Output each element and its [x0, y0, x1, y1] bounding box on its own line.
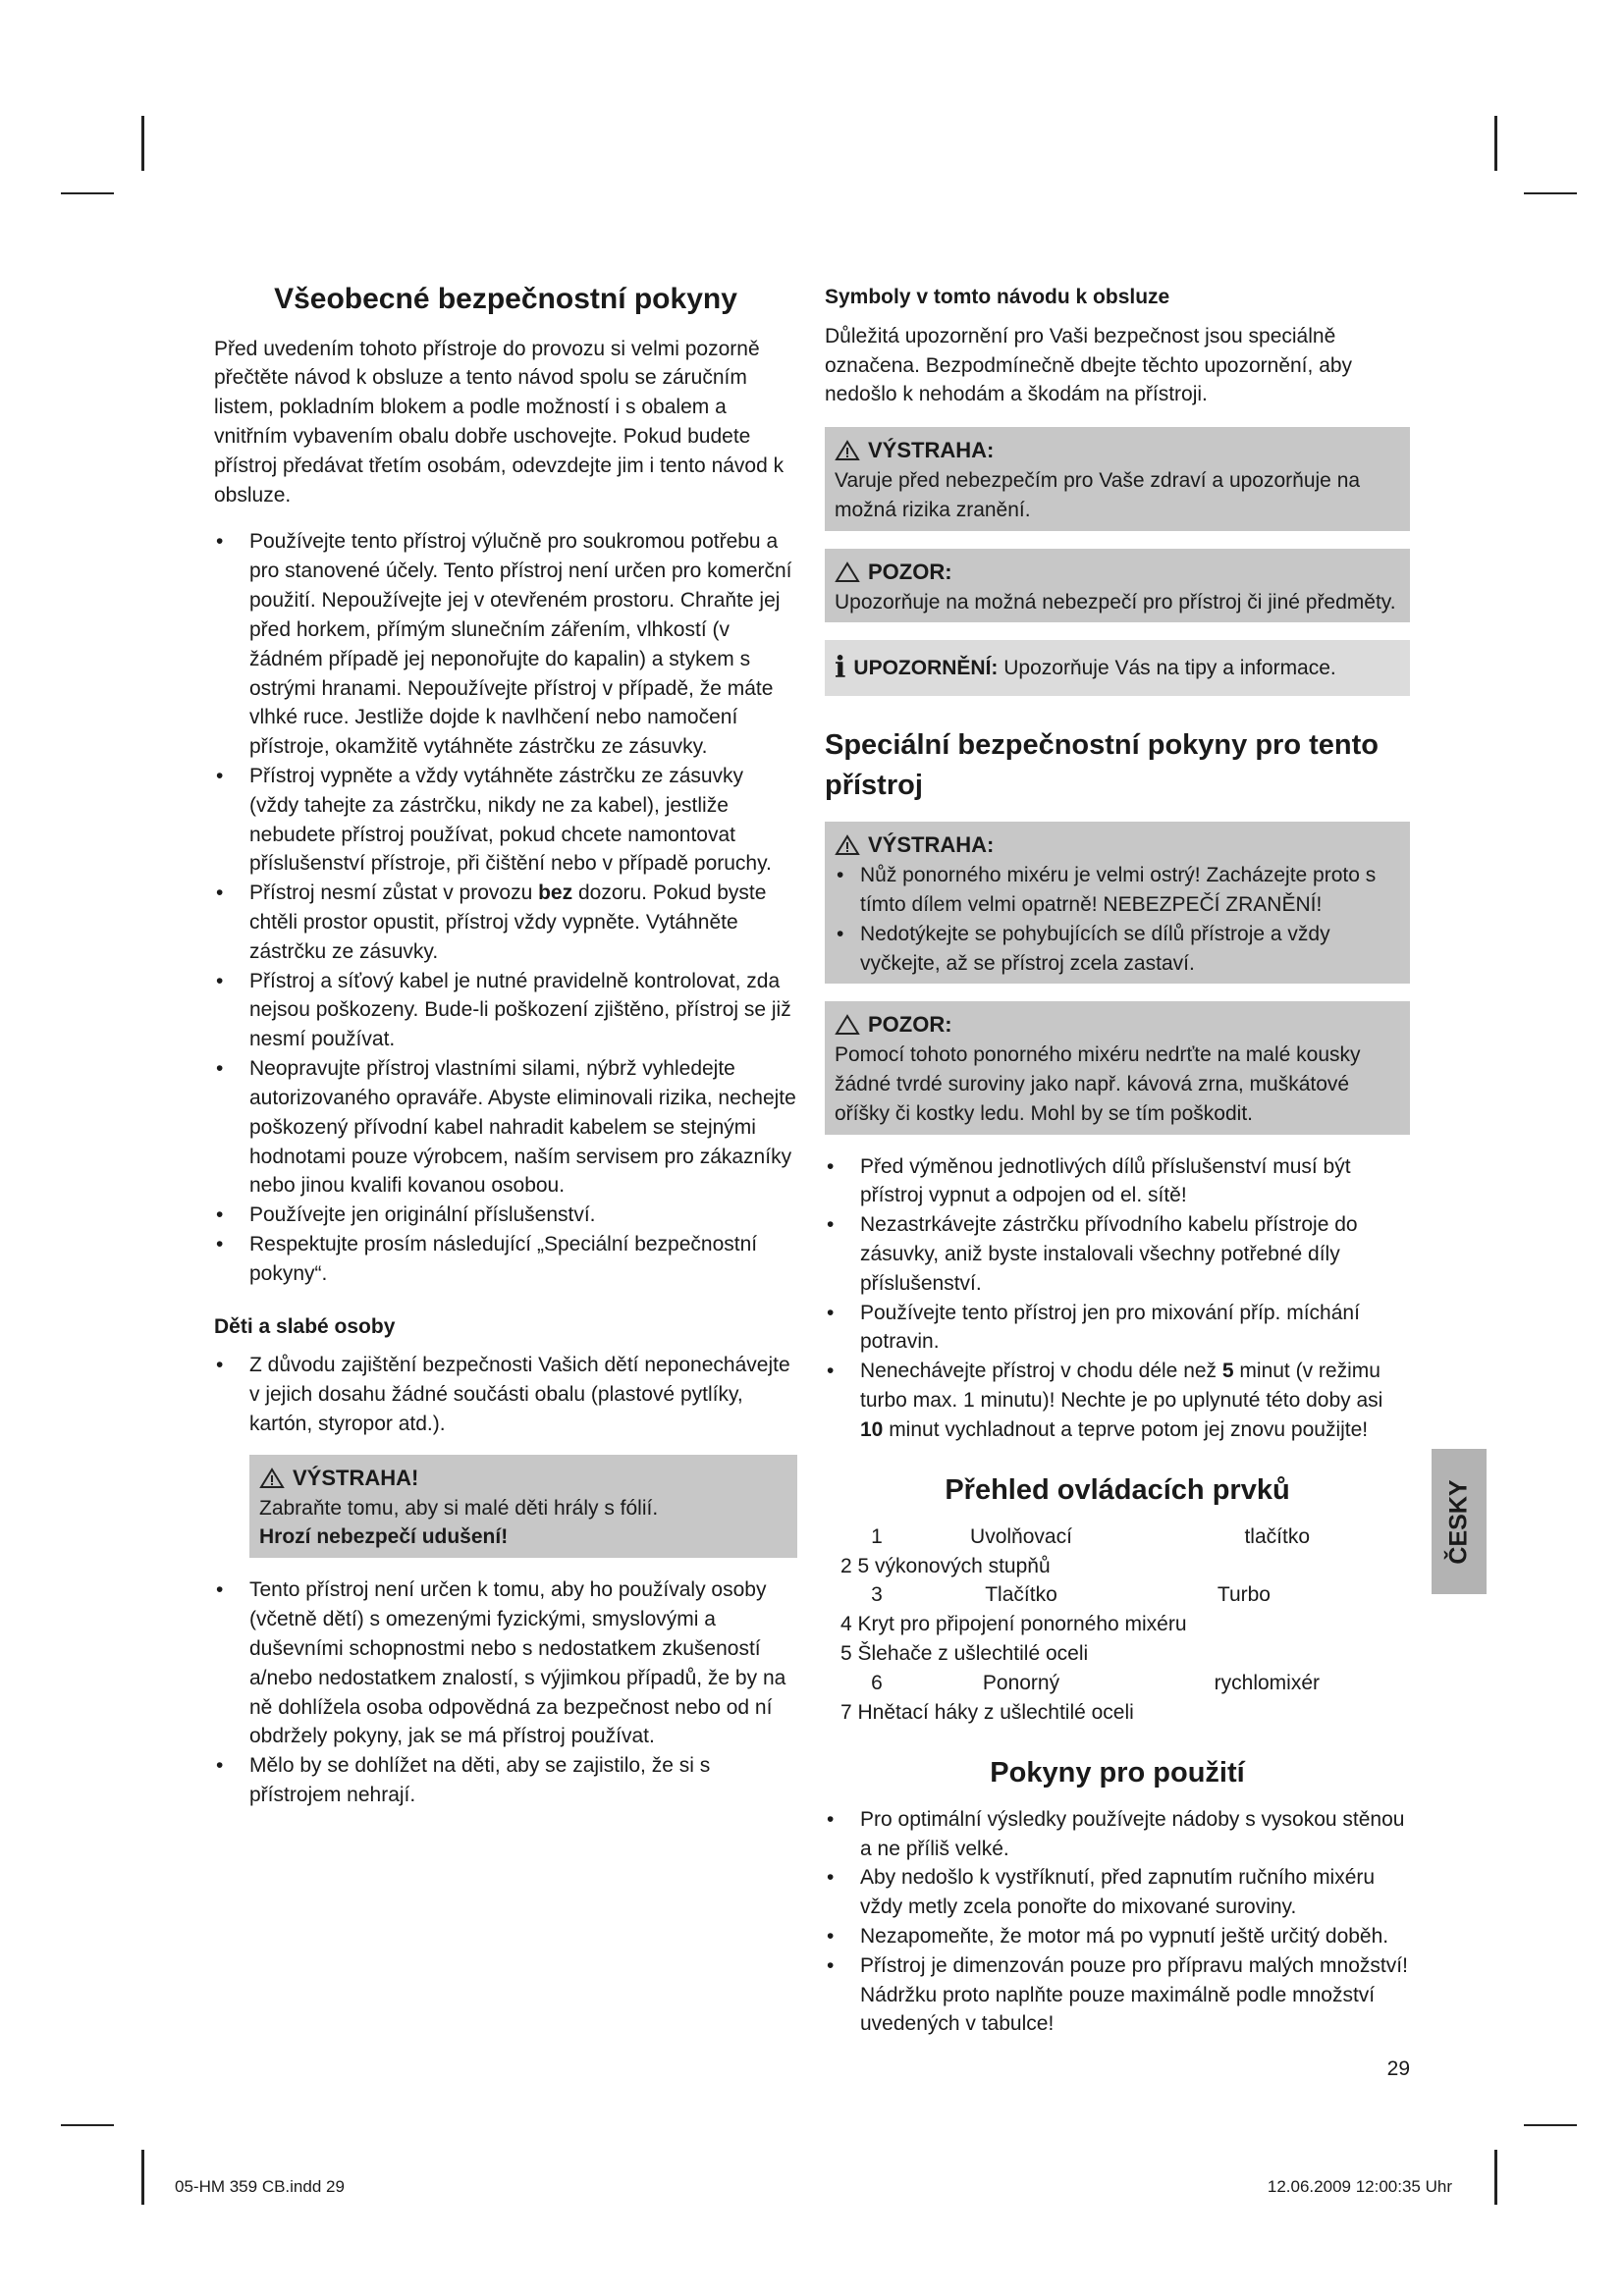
warning-triangle-icon: [259, 1468, 285, 1489]
list-item: • Aby nedošlo k vystříknutí, před zapnutím ručního mixéru vždy metly zcela ponořte do mixované suroviny.: [825, 1863, 1410, 1922]
section-title-special-safety: Speciální bezpečnostní pokyny pro tento přístroj: [825, 728, 1379, 802]
list-item: • Neopravujte přístroj vlastními silami, nýbrž vyhledejte autorizovaného opraváře. Abyste eliminovali rizika, nechejte poškozený přívodní kabel nahradit kabelem se stejnými hodnotami pouze výrobcem, naším servisem pro zákazníky nebo jinou kvalifi kovanou osobou.: [214, 1054, 797, 1201]
caution-text: Pomocí tohoto ponorného mixéru nedrťte na malé kousky žádné tvrdé suroviny jako např. kávová zrna, muškátové oříšky či kostky ledu. Mohl by se tím poškodit.: [835, 1043, 1361, 1125]
caution-box: [825, 549, 1410, 623]
footer-file-info: 05-HM 359 CB.indd 29: [175, 2177, 345, 2196]
crop-mark: [141, 2150, 144, 2205]
warning-text-bold: Hrozí nebezpečí udušení!: [259, 1525, 509, 1549]
list-item: • Respektujte prosím následující „Speciální bezpečnostní pokyny“.: [214, 1230, 797, 1289]
warning-heading: VÝSTRAHA:: [835, 829, 1400, 861]
crop-mark: [141, 116, 144, 171]
list-item: • Nenechávejte přístroj v chodu déle než 5 minut (v režimu turbo max. 1 minutu)! Nechte je po uplynuté této doby asi 10 minut vychladnout a teprve potom jej znovu použijte!: [825, 1357, 1410, 1444]
subsection-title-children: Děti a slabé osoby: [214, 1314, 396, 1338]
list-item: • Používejte jen originální příslušenství.: [214, 1201, 797, 1230]
warning-box: [825, 427, 1410, 530]
caution-text: Upozorňuje na možná nebezpečí pro přístroj či jiné předměty.: [835, 590, 1396, 614]
warning-heading: VÝSTRAHA!: [259, 1463, 787, 1494]
caution-heading: POZOR:: [835, 557, 1400, 588]
usage-list: [825, 1805, 1410, 2040]
caution-heading: POZOR:: [835, 1009, 1400, 1041]
language-tab: ČESKY: [1432, 1449, 1487, 1594]
right-column: [825, 279, 1410, 2053]
list-item: • Před výměnou jednotlivých dílů příslušenství musí být přístroj vypnut a odpojen od el. sítě!: [825, 1152, 1410, 1211]
section-title-general-safety: Všeobecné bezpečnostní pokyny: [274, 283, 737, 315]
controls-row: 7 Hnětací háky z ušlechtilé oceli: [840, 1700, 1134, 1724]
controls-row: 3 Tlačítko Turbo: [871, 1583, 1271, 1607]
special-list: [825, 1152, 1410, 1445]
left-column: [214, 279, 797, 1824]
note-box: i UPOZORNĚNÍ: Upozorňuje Vás na tipy a informace.: [825, 640, 1410, 696]
children-list-2: [214, 1575, 797, 1810]
warning-triangle-icon: [835, 440, 860, 461]
caution-triangle-icon: [835, 1014, 860, 1036]
list-item: • Přístroj a síťový kabel je nutné pravidelně kontrolovat, zda nejsou poškozeny. Bude-li poškození zjištěno, přístroj se již nesmí používat.: [214, 967, 797, 1054]
footer-timestamp: 12.06.2009 12:00:35 Uhr: [1267, 2177, 1452, 2196]
crop-mark: [1524, 2124, 1577, 2126]
list-item: • Nezapomeňte, že motor má po vypnutí ještě určitý doběh.: [825, 1922, 1410, 1951]
list-item: • Tento přístroj není určen k tomu, aby ho používaly osoby (včetně dětí) s omezenými fyzickými, smyslovými a duševními schopnostmi nebo s nedostatkem zkušeností a/nebo nedostatkem znalostí, s výjimkou případů, že by na ně dohlížela osoba odpovědná za bezpečnost nebo od ní obdržely pokyny, jak se má přístroj používat.: [214, 1575, 797, 1751]
intro-paragraph: Před uvedením tohoto přístroje do provozu si velmi pozorně přečtěte návod k obsluze a tento návod spolu se záručním listem, pokladním blokem a podle možností i s obalem a vnitřním vybavením obalu dobře uschovejte. Pokud budete přístroj předávat třetím osobám, odevzdejte jim i tento návod k obsluze.: [214, 337, 785, 507]
list-item: • Nedotýkejte se pohybujících se dílů přístroje a vždy vyčkejte, až se přístroj zcela zastaví.: [835, 920, 1400, 979]
info-icon: i: [835, 651, 846, 686]
warning-text: Varuje před nebezpečím pro Vaše zdraví a upozorňuje na možná rizika zranění.: [835, 469, 1361, 521]
controls-row: 4 Kryt pro připojení ponorného mixéru: [840, 1613, 1187, 1636]
warning-list: [835, 861, 1400, 978]
crop-mark: [61, 192, 114, 194]
section-title-controls: Přehled ovládacích prvků: [945, 1473, 1290, 1506]
list-item: • Přístroj je dimenzován pouze pro přípravu malých množství! Nádržku proto naplňte pouze maximálně podle množství uvedených v tabulce!: [825, 1951, 1410, 2039]
warning-heading: VÝSTRAHA:: [835, 435, 1400, 466]
crop-mark: [61, 2124, 114, 2126]
list-item: • Přístroj vypněte a vždy vytáhněte zástrčku ze zásuvky (vždy tahejte za zástrčku, nikdy ne za kabel), jestliže nebudete přístroj používat, pokud chcete namontovat příslušenství přístroje, při čištění nebo v případě poruchy.: [214, 762, 797, 879]
caution-triangle-icon: [835, 561, 860, 583]
list-item: • Mělo by se dohlížet na děti, aby se zajistilo, že si s přístrojem nehrají.: [214, 1751, 797, 1810]
warning-box: [249, 1455, 797, 1558]
warning-triangle-icon: [835, 834, 860, 856]
controls-row: 1 Uvolňovací tlačítko: [871, 1524, 1310, 1548]
subsection-title-symbols: Symboly v tomto návodu k obsluze: [825, 286, 1170, 308]
crop-mark: [1494, 116, 1497, 171]
list-item: • Nezastrkávejte zástrčku přívodního kabelu přístroje do zásuvky, aniž byste instalovali všechny potřebné díly příslušenství.: [825, 1210, 1410, 1298]
warning-box: [825, 822, 1410, 984]
list-item: • Používejte tento přístroj jen pro mixování příp. míchání potravin.: [825, 1299, 1410, 1358]
safety-list: [214, 527, 797, 1288]
section-title-usage: Pokyny pro použití: [990, 1756, 1245, 1789]
list-item: • Pro optimální výsledky používejte nádoby s vysokou stěnou a ne příliš velké.: [825, 1805, 1410, 1864]
page-number: 29: [1386, 2057, 1410, 2080]
warning-text: Zabraňte tomu, aby si malé děti hrály s fólií.: [259, 1496, 659, 1520]
list-item: • Přístroj nesmí zůstat v provozu bez dozoru. Pokud byste chtěli prostor opustit, přístroj vždy vypněte. Vytáhněte zástrčku ze zásuvky.: [214, 879, 797, 966]
list-item: • Nůž ponorného mixéru je velmi ostrý! Zacházejte proto s tímto dílem velmi opatrně! NEBEZPEČÍ ZRANĚNÍ!: [835, 861, 1400, 920]
crop-mark: [1524, 192, 1577, 194]
symbols-intro: Důležitá upozornění pro Vaši bezpečnost jsou speciálně označena. Bezpodmínečně dbejte těchto upozornění, aby nedošlo k nehodám a škodám na přístroji.: [825, 324, 1353, 406]
list-item: • Používejte tento přístroj výlučně pro soukromou potřebu a pro stanovené účely. Tento přístroj není určen pro komerční použití. Nepoužívejte jej v otevřeném prostoru. Chraňte jej před horkem, přímým slunečním zářením, vlhkostí (v žádném případě jej neponořujte do kapalin) a stykem s ostrými hranami. Nepoužívejte přístroj v případě, že máte vlhké ruce. Jestliže dojde k navlhčení nebo namočení přístroje, okamžitě vytáhněte zástrčku ze zásuvky.: [214, 527, 797, 762]
crop-mark: [1494, 2150, 1497, 2205]
controls-row: 2 5 výkonových stupňů: [840, 1554, 1051, 1577]
controls-list: [825, 1522, 1410, 1728]
children-list: [214, 1351, 797, 1438]
caution-box: [825, 1001, 1410, 1134]
controls-row: 5 Šlehače z ušlechtilé oceli: [840, 1642, 1089, 1666]
controls-row: 6 Ponorný rychlomixér: [871, 1671, 1320, 1694]
list-item: • Z důvodu zajištění bezpečnosti Vašich dětí neponechávejte v jejich dosahu žádné součásti obalu (plastové pytlíky, kartón, styropor atd.).: [214, 1351, 797, 1438]
